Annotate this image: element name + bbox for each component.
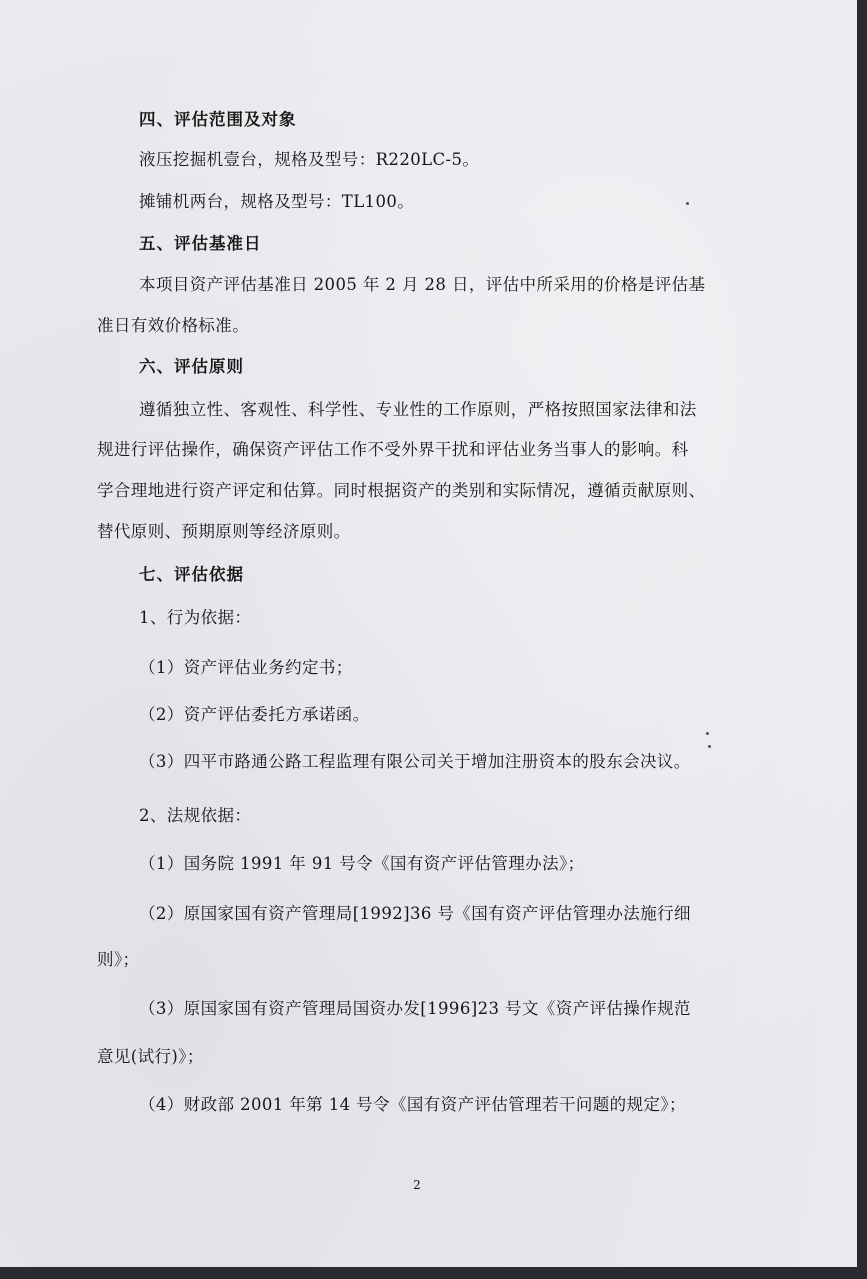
section-5-heading: 五、评估基准日: [139, 234, 262, 253]
subsection-1-item: （1）资产评估业务约定书；: [139, 658, 353, 677]
subsection-2-item: （1）国务院 1991 年 91 号令《国有资产评估管理办法》；: [139, 854, 585, 873]
section-6-paragraph-line: 替代原则、预期原则等经济原则。: [97, 522, 351, 541]
section-4-item-paver: 摊铺机两台，规格及型号：TL100。: [139, 192, 415, 211]
section-4-heading: 四、评估范围及对象: [139, 110, 297, 129]
section-5-paragraph-line: 准日有效价格标准。: [97, 316, 250, 335]
subsection-2-item: （4）财政部 2001 年第 14 号令《国有资产评估管理若干问题的规定》；: [139, 1095, 686, 1114]
section-7-heading: 七、评估依据: [139, 565, 244, 584]
section-6-paragraph-line: 学合理地进行资产评定和估算。同时根据资产的类别和实际情况，遵循贡献原则、: [97, 481, 706, 500]
section-5-paragraph-line: 本项目资产评估基准日 2005 年 2 月 28 日，评估中所采用的价格是评估基: [139, 275, 706, 294]
section-4-item-excavator: 液压挖掘机壹台，规格及型号：R220LC-5。: [139, 150, 480, 169]
page-number: 2: [413, 1178, 421, 1192]
section-6-paragraph-line: 规进行评估操作，确保资产评估工作不受外界干扰和评估业务当事人的影响。科: [97, 440, 689, 459]
subsection-2-title: 2、法规依据：: [139, 806, 252, 825]
scan-speck: [686, 202, 689, 205]
scan-edge-bottom: [0, 1267, 867, 1279]
subsection-2-item: （2）原国家国有资产管理局[1992]36 号《国有资产评估管理办法施行细: [139, 904, 691, 923]
subsection-1-title: 1、行为依据：: [139, 608, 252, 627]
subsection-1-item: （2）资产评估委托方承诺函。: [139, 705, 370, 724]
scan-speck: [706, 732, 709, 735]
subsection-1-item: （3）四平市路通公路工程监理有限公司关于增加注册资本的股东会决议。: [139, 752, 691, 771]
scan-speck: [708, 745, 711, 748]
subsection-2-item: （3）原国家国有资产管理局国资办发[1996]23 号文《资产评估操作规范: [139, 999, 691, 1018]
section-6-heading: 六、评估原则: [139, 357, 244, 376]
scan-edge-right: [857, 0, 867, 1279]
section-6-paragraph-line: 遵循独立性、客观性、科学性、专业性的工作原则，严格按照国家法律和法: [139, 400, 697, 419]
subsection-2-item-continuation: 则》；: [97, 950, 140, 969]
subsection-2-item-continuation: 意见(试行)》；: [97, 1047, 204, 1066]
